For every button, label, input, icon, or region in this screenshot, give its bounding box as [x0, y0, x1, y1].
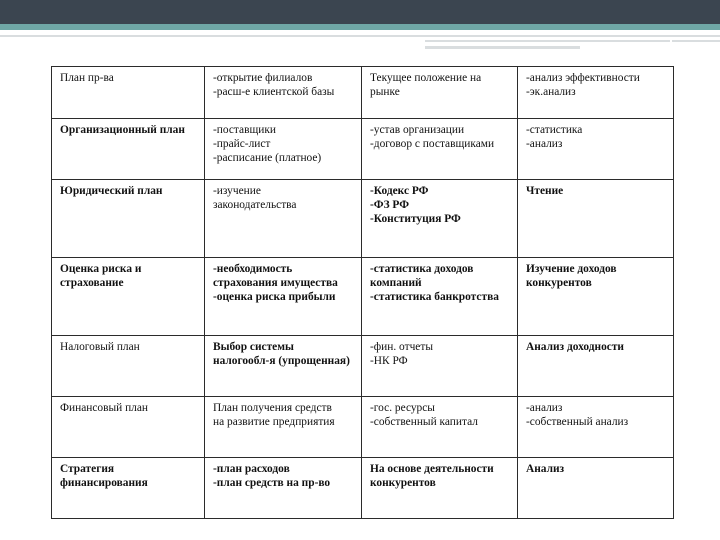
- table-cell: -необходимость страхования имущества -оценка риска прибыли: [205, 258, 362, 336]
- table-cell: -фин. отчеты -НК РФ: [362, 336, 518, 397]
- table-cell: Изучение доходов конкурентов: [518, 258, 674, 336]
- table-cell: Юридический план: [52, 180, 205, 258]
- table-cell: План пр-ва: [52, 67, 205, 119]
- table-cell: Анализ: [518, 458, 674, 519]
- table-cell: Чтение: [518, 180, 674, 258]
- table-cell: -статистика -анализ: [518, 119, 674, 180]
- table-cell: -анализ -собственный анализ: [518, 397, 674, 458]
- table-cell: Финансовый план: [52, 397, 205, 458]
- table-row: [52, 67, 674, 119]
- table-cell: Выбор системы налогообл-я (упрощенная): [205, 336, 362, 397]
- table-cell: План получения средств на развитие предприятия: [205, 397, 362, 458]
- table-row: [52, 336, 674, 397]
- table-cell: На основе деятельности конкурентов: [362, 458, 518, 519]
- table-cell: Анализ доходности: [518, 336, 674, 397]
- table-cell: -открытие филиалов -расш-е клиентской базы: [205, 67, 362, 119]
- table-row: [52, 180, 674, 258]
- table-cell: Налоговый план: [52, 336, 205, 397]
- slide-header-bar: [0, 0, 720, 24]
- table-cell: Организационный план: [52, 119, 205, 180]
- table-row: [52, 397, 674, 458]
- decorative-line: [672, 40, 720, 42]
- decorative-line: [425, 40, 670, 42]
- table-row: [52, 258, 674, 336]
- table-cell: -устав организации -договор с поставщиками: [362, 119, 518, 180]
- table-cell: -изучение законодательства: [205, 180, 362, 258]
- table-cell: Стратегия финансирования: [52, 458, 205, 519]
- table-cell: -гос. ресурсы -собственный капитал: [362, 397, 518, 458]
- table-cell: -статистика доходов компаний -статистика банкротства: [362, 258, 518, 336]
- table-cell: Оценка риска и страхование: [52, 258, 205, 336]
- table-row: [52, 458, 674, 519]
- decorative-line: [0, 35, 720, 37]
- table-cell: -план расходов -план средств на пр-во: [205, 458, 362, 519]
- table-row: [52, 119, 674, 180]
- table-cell: -анализ эффективности -эк.анализ: [518, 67, 674, 119]
- table-cell: -Кодекс РФ -ФЗ РФ -Конституция РФ: [362, 180, 518, 258]
- table-cell: -поставщики -прайс-лист -расписание (платное): [205, 119, 362, 180]
- decorative-line: [425, 46, 580, 49]
- business-plan-table: [51, 66, 674, 519]
- slide-accent-line: [0, 24, 720, 30]
- table-cell: Текущее положение на рынке: [362, 67, 518, 119]
